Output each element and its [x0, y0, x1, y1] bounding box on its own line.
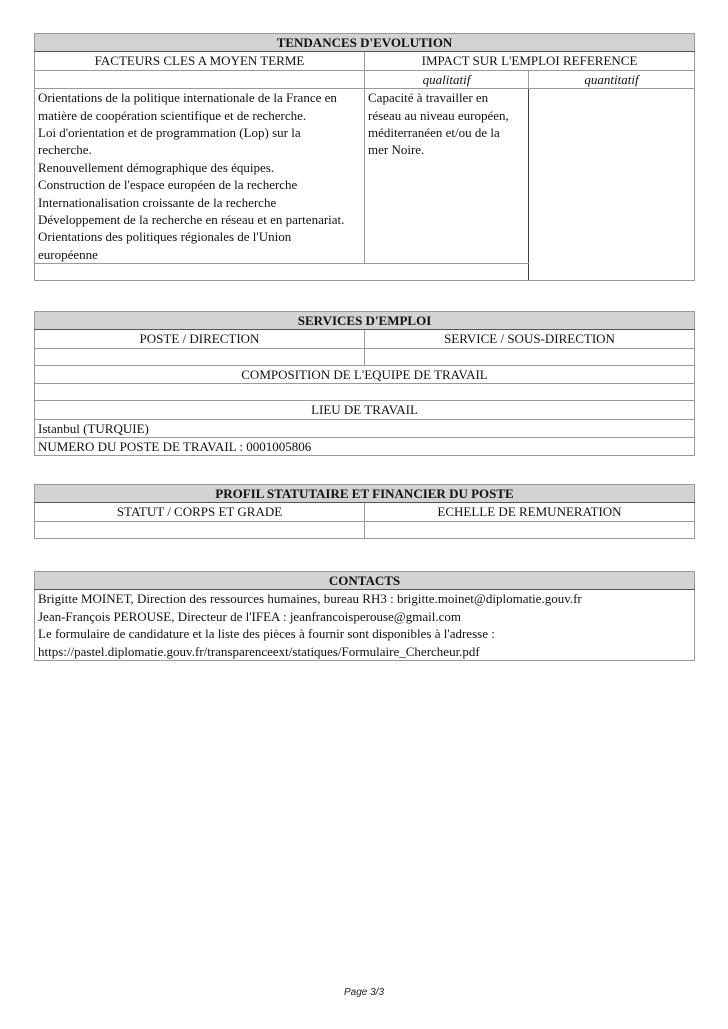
facteurs-header: FACTEURS CLES A MOYEN TERME [35, 52, 365, 70]
contacts-table [34, 571, 695, 661]
page-number: Page 3/3 [343, 987, 385, 998]
qualitatif-header: qualitatif [365, 70, 529, 88]
facteur-line: matière de coopération scientifique et de recherche. [38, 107, 307, 123]
facteur-line: européenne [38, 246, 98, 262]
facteurs-cell [35, 89, 365, 264]
lieu-header: LIEU DE TRAVAIL [35, 401, 695, 419]
contact-brigitte-moinet: Brigitte MOINET, Direction des ressources humaines, bureau RH3 : brigitte.moinet@diplomatie.gouv.fr [38, 591, 582, 607]
poste-direction-value [35, 348, 365, 365]
profil-title: PROFIL STATUTAIRE ET FINANCIER DU POSTE [35, 485, 695, 503]
facteur-line: Internationalisation croissante de la recherche [38, 194, 277, 210]
quantitatif-cell [529, 89, 695, 281]
composition-value [35, 384, 695, 401]
qualitatif-line: Capacité à travailler en [368, 90, 489, 106]
contacts-title: CONTACTS [35, 572, 695, 590]
statut-value [35, 521, 365, 538]
lieu-value: Istanbul (TURQUIE) [35, 419, 695, 437]
profil-table [34, 484, 695, 539]
services-title: SERVICES D'EMPLOI [35, 312, 695, 330]
poste-direction-header: POSTE / DIRECTION [35, 330, 365, 348]
facteur-line: Orientations des politiques régionales de l'Union [38, 229, 292, 245]
echelle-header: ECHELLE DE REMUNERATION [365, 503, 695, 521]
qualitatif-line: méditerranéen et/ou de la [368, 125, 500, 141]
echelle-value [365, 521, 695, 538]
facteurs-subheader-empty [35, 70, 365, 88]
facteur-line: Renouvellement démographique des équipes. [38, 159, 275, 175]
statut-header: STATUT / CORPS ET GRADE [35, 503, 365, 521]
formulaire-info: Le formulaire de candidature et la liste des pièces à fournir sont disponibles à l'adresse : [38, 626, 495, 642]
formulaire-url-link[interactable]: https://pastel.diplomatie.gouv.fr/transparenceext/statiques/Formulaire_Chercheur.pdf [38, 643, 480, 659]
impact-header: IMPACT SUR L'EMPLOI REFERENCE [365, 52, 695, 70]
service-sous-direction-value [365, 348, 695, 365]
qualitatif-cell [365, 89, 529, 264]
contact-jean-francois-perouse: Jean-François PEROUSE, Directeur de l'IFEA : jeanfrancoisperouse@gmail.com [38, 608, 461, 624]
facteur-line: Développement de la recherche en réseau et en partenariat. [38, 212, 345, 228]
numero-poste: NUMERO DU POSTE DE TRAVAIL : 0001005806 [35, 438, 695, 456]
services-table [34, 311, 695, 456]
composition-header: COMPOSITION DE L'EQUIPE DE TRAVAIL [35, 365, 695, 383]
qualitatif-line: réseau au niveau européen, [368, 107, 509, 123]
tendances-empty-row [35, 264, 529, 281]
service-sous-direction-header: SERVICE / SOUS-DIRECTION [365, 330, 695, 348]
contacts-cell [35, 590, 695, 661]
facteur-line: Orientations de la politique internationale de la France en [38, 90, 337, 106]
tendances-table [34, 33, 695, 281]
facteur-line: recherche. [38, 142, 92, 158]
tendances-title: TENDANCES D'EVOLUTION [35, 34, 695, 52]
facteur-line: Construction de l'espace européen de la recherche [38, 177, 298, 193]
facteur-line: Loi d'orientation et de programmation (Lop) sur la [38, 125, 301, 141]
qualitatif-line: mer Noire. [368, 142, 425, 158]
quantitatif-header: quantitatif [529, 70, 695, 88]
